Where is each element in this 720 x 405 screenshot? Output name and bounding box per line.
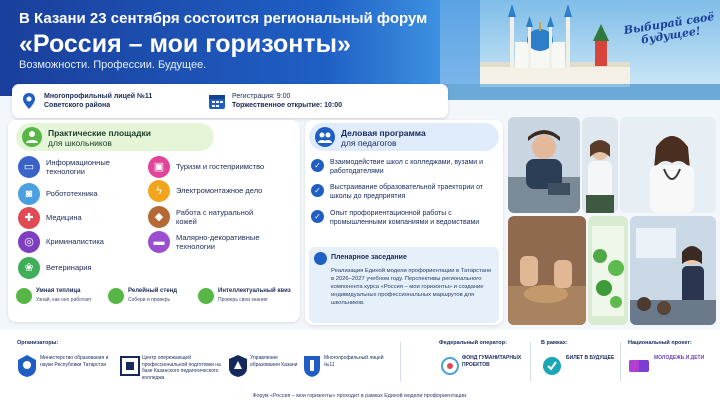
leather-icon: ◆ xyxy=(148,206,170,228)
program-item-text: Взаимодействие школ с колледжами, вузами и работодателями xyxy=(330,159,484,175)
chip-subtitle: Собери и проверь xyxy=(128,297,171,303)
list-item xyxy=(148,156,296,178)
opening-time: Торжественное открытие: 10:00 xyxy=(232,102,343,109)
medical-cross-icon: ✚ xyxy=(18,207,40,229)
list-item xyxy=(18,183,148,205)
list-item-label: Медицина xyxy=(46,213,82,222)
microphone-icon xyxy=(314,252,327,265)
chip-subtitle: Проверь свои знания xyxy=(218,297,268,303)
lyceum-emblem-icon xyxy=(302,354,322,378)
national-name: МОЛОДЕЖЬ И ДЕТИ xyxy=(654,355,705,361)
teacher-section-title-line2: для педагогов xyxy=(341,138,397,148)
classroom-photo xyxy=(630,216,716,325)
footer-divider xyxy=(400,342,401,382)
list-item xyxy=(148,180,296,202)
event-info-bar xyxy=(12,84,448,118)
teacher-section-title-line1: Деловая программа xyxy=(341,128,426,138)
brain-icon xyxy=(198,288,214,304)
lightning-icon: ϟ xyxy=(148,180,170,202)
teachers-group-icon xyxy=(315,127,335,147)
greenhouse-photo xyxy=(588,216,628,325)
list-item-label: Работа с натуральной кожей xyxy=(176,208,254,226)
list-item xyxy=(148,231,296,253)
footer-divider xyxy=(530,342,531,382)
school-section-header xyxy=(16,123,214,151)
list-item xyxy=(18,207,148,229)
footer-note: Форум «Россия – мои горизонты» проходит в рамках Единой модели профориентации. xyxy=(252,393,468,399)
check-icon: ✓ xyxy=(311,184,324,197)
within-label: В рамках: xyxy=(541,340,568,346)
national-label: Национальный проект: xyxy=(628,340,692,346)
operator-name: ФОНД ГУМАНИТАРНЫХ ПРОЕКТОВ xyxy=(462,355,522,368)
chip-quiz xyxy=(198,285,298,315)
forum-title: «Россия – мои горизонты» xyxy=(19,30,351,58)
list-item-label: Криминалистика xyxy=(46,237,104,246)
footer xyxy=(0,330,720,405)
list-item-label: Информационные технологии xyxy=(46,158,110,176)
forum-subtitle: Возможности. Профессии. Будущее. xyxy=(19,59,207,71)
registration-time: Регистрация: 9:00 xyxy=(232,93,291,100)
humanitarian-fund-logo-icon xyxy=(440,354,460,378)
teacher-section xyxy=(305,120,503,325)
header-title-top: В Казани 23 сентября состоится региональный форум xyxy=(19,10,428,27)
list-item-label: Туризм и гостеприимство xyxy=(176,162,265,171)
calendar-icon xyxy=(208,92,226,110)
school-section-title-line1: Практические площадки xyxy=(48,128,152,138)
venue-district: Советского района xyxy=(44,102,111,109)
list-item-label: Электромонтажное дело xyxy=(176,186,263,195)
list-item xyxy=(148,206,296,228)
check-icon: ✓ xyxy=(311,210,324,223)
robotics-student-photo xyxy=(508,117,580,213)
teacher-section-header xyxy=(309,123,499,151)
paw-icon: ❀ xyxy=(18,257,40,279)
plenary-session-box xyxy=(309,247,499,323)
program-item-text: Выстраивание образовательной траектории от школы до предприятия xyxy=(330,184,484,200)
ticket-to-future-logo-icon xyxy=(542,354,562,378)
list-item-label: Ветеринария xyxy=(46,263,92,272)
header-banner xyxy=(0,0,720,96)
activity-chips xyxy=(8,285,300,321)
organizer-kazan-education: Управление образования Казани xyxy=(250,355,298,368)
chip-title: Умная теплица xyxy=(36,288,81,294)
check-icon: ✓ xyxy=(311,159,324,172)
circuit-icon xyxy=(108,288,124,304)
suitcase-icon: ▣ xyxy=(148,156,170,178)
list-item-label: Малярно-декоративные технологии xyxy=(176,233,260,251)
operator-label: Федеральный оператор: xyxy=(439,340,507,346)
chip-subtitle: Узнай, как оно работает xyxy=(36,297,92,303)
computer-icon: ▭ xyxy=(18,156,40,178)
plenary-text: Реализация Единой модели профориентации в Татарстане в 2026–2027 учебном году. Перспективы регионального компонента курса «Россия – мои горизонты» и создание индивидуальных профессиональных маршрутов для школьников. xyxy=(331,268,492,306)
paint-roller-icon: ▬ xyxy=(148,231,170,253)
list-item xyxy=(18,231,148,253)
national-project-logo-icon xyxy=(628,354,650,378)
chip-title: Релейный стенд xyxy=(128,288,178,294)
footer-divider xyxy=(620,342,621,382)
medical-student-photo xyxy=(620,117,716,213)
chip-relay-stand xyxy=(108,285,200,315)
training-center-logo-icon xyxy=(120,354,140,378)
fingerprint-icon: ◎ xyxy=(18,231,40,253)
organizer-lyceum: Многопрофильный лицей №11 xyxy=(324,355,384,368)
organizer-center: Центр опережающей профессиональной подготовки на базе Казанского педагогического колледжа xyxy=(142,355,221,381)
leather-craft-photo xyxy=(508,216,586,325)
within-name: БИЛЕТ В БУДУЩЕЕ xyxy=(566,355,615,361)
plant-icon xyxy=(16,288,32,304)
chip-title: Интеллектуальный квиз xyxy=(218,288,291,294)
school-section-title-line2: для школьников xyxy=(48,138,112,148)
lab-student-photo xyxy=(582,117,618,213)
organizers-label: Организаторы: xyxy=(17,340,59,346)
chip-smart-greenhouse xyxy=(16,285,108,315)
ministry-emblem-icon xyxy=(17,354,37,378)
venue-name: Многопрофильный лицей №11 xyxy=(44,93,153,100)
students-group-icon xyxy=(22,127,42,147)
list-item-label: Робототехника xyxy=(46,189,98,198)
list-item xyxy=(18,257,148,279)
location-pin-icon xyxy=(20,92,38,110)
robot-icon: ◙ xyxy=(18,183,40,205)
plenary-title: Пленарное заседание xyxy=(331,254,407,261)
kazan-education-emblem-icon xyxy=(228,354,248,378)
organizer-ministry: Министерство образования и науки Республики Татарстан xyxy=(40,355,109,368)
program-item-text: Опыт профориентационной работы с промышленными компаниями и ведомствами xyxy=(330,210,480,226)
slogan-text: Выбирай своё будущее! xyxy=(622,10,716,47)
list-item xyxy=(18,156,148,178)
